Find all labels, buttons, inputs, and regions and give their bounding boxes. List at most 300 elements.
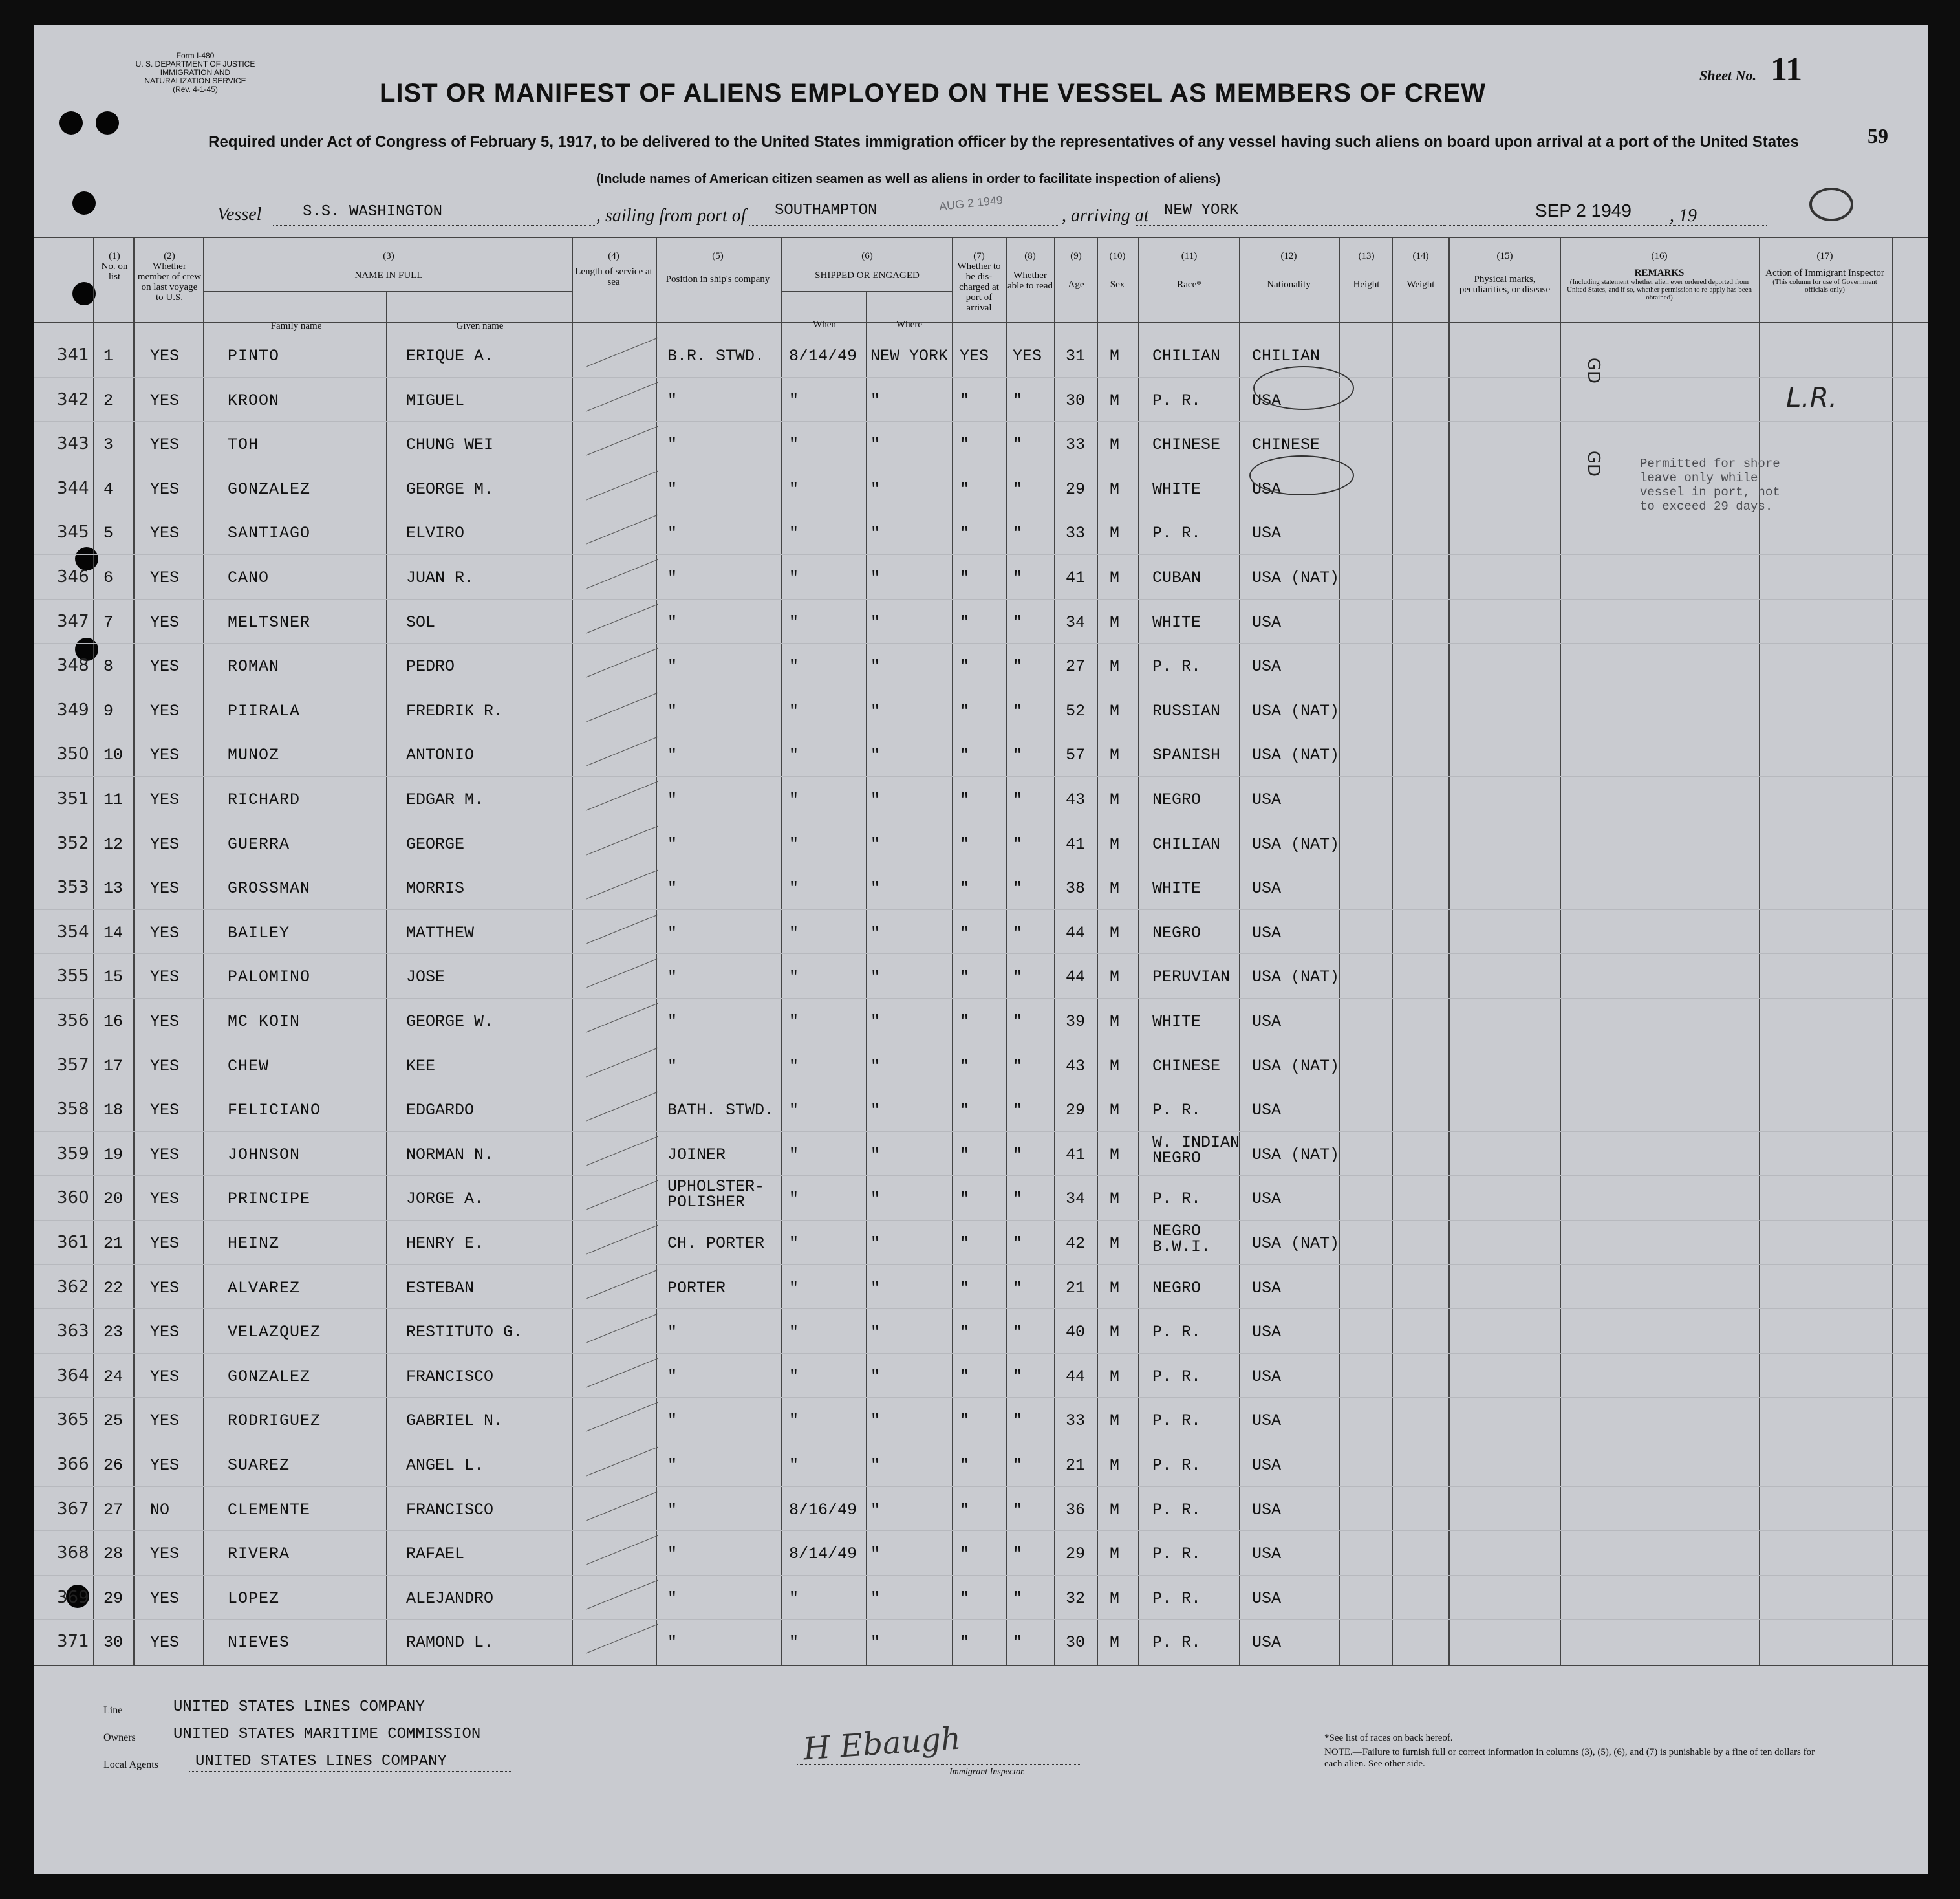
family-name-cell: MC KOIN: [228, 1012, 301, 1031]
row-number-cell: 11: [103, 790, 124, 809]
agents-label: Local Agents: [103, 1759, 158, 1770]
able-to-read-cell: ": [1013, 435, 1023, 455]
age-cell: 41: [1066, 569, 1086, 587]
table-top-border: [34, 237, 1928, 238]
inspector-label: Immigrant Inspector.: [949, 1767, 1026, 1777]
family-name-cell: GUERRA: [228, 834, 290, 854]
nationality-cell: USA: [1252, 1545, 1282, 1564]
service-tick-mark: [586, 603, 658, 633]
revision: (Rev. 4-1-45): [173, 85, 218, 94]
family-name-cell: TOH: [228, 435, 259, 455]
discharged-cell: ": [960, 524, 970, 543]
shipped-when-cell: ": [789, 1456, 799, 1475]
col13-header: (13) Height: [1353, 251, 1380, 290]
last-voyage-cell: YES: [150, 834, 180, 854]
family-name-cell: CLEMENTE: [228, 1500, 311, 1519]
table-row: [34, 1043, 1928, 1087]
last-voyage-cell: YES: [150, 613, 180, 632]
given-name-cell: GEORGE: [406, 834, 465, 854]
nationality-cell: USA (NAT): [1252, 1234, 1340, 1253]
shipped-where-cell: ": [870, 746, 881, 765]
race-cell: CHINESE: [1152, 1056, 1221, 1076]
sequence-number: 349: [57, 700, 89, 720]
age-cell: 44: [1066, 968, 1086, 987]
race-cell: P. R.: [1152, 524, 1201, 543]
given-name-cell: JORGE A.: [406, 1189, 484, 1209]
sequence-number: 361: [57, 1233, 89, 1252]
age-cell: 44: [1066, 1367, 1086, 1386]
last-voyage-cell: YES: [150, 1056, 180, 1076]
age-cell: 30: [1066, 1633, 1086, 1653]
service-tick-mark: [586, 1579, 658, 1609]
sheet-number: 11: [1771, 51, 1803, 88]
sex-cell: M: [1110, 1278, 1120, 1297]
table-row: [34, 1619, 1928, 1664]
race-cell: P. R.: [1152, 1323, 1201, 1342]
sheet-label: Sheet No.: [1699, 67, 1756, 83]
where-header: Where: [896, 320, 922, 330]
family-name-cell: GONZALEZ: [228, 479, 311, 499]
discharged-cell: ": [960, 1633, 970, 1653]
punch-hole: [59, 111, 83, 135]
owners-value: UNITED STATES MARITIME COMMISSION: [173, 1726, 481, 1743]
service-tick-mark: [586, 959, 658, 988]
last-voyage-cell: YES: [150, 968, 180, 987]
shipped-where-cell: ": [870, 391, 881, 410]
row-number-cell: 30: [103, 1633, 124, 1653]
table-row: [34, 1530, 1928, 1575]
sequence-number: 355: [57, 966, 89, 986]
sex-cell: M: [1110, 569, 1120, 587]
position-cell: ": [667, 479, 678, 499]
service-tick-mark: [586, 1447, 658, 1477]
given-name-cell: EDGAR M.: [406, 790, 484, 809]
given-name-cell: KEE: [406, 1056, 436, 1076]
shipped-where-cell: ": [870, 834, 881, 854]
service-tick-mark: [586, 825, 658, 855]
last-voyage-cell: YES: [150, 569, 180, 587]
age-cell: 40: [1066, 1323, 1086, 1342]
form-number: Form I-480: [176, 51, 215, 60]
age-cell: 21: [1066, 1278, 1086, 1297]
position-cell: PORTER: [667, 1278, 726, 1297]
shipped-when-cell: ": [789, 479, 799, 499]
col15-header: (15) Physical marks, peculiarities, or disease: [1459, 251, 1551, 295]
service-tick-mark: [586, 515, 658, 545]
family-name-cell: PALOMINO: [228, 968, 311, 987]
given-name-cell: EDGARDO: [406, 1101, 475, 1120]
agents-field-line: [189, 1771, 512, 1772]
form-id-block: [131, 52, 260, 94]
service-tick-mark: [586, 1180, 658, 1210]
service-tick-mark: [586, 559, 658, 589]
sex-cell: M: [1110, 701, 1120, 721]
given-name-cell: FRANCISCO: [406, 1367, 494, 1386]
manifest-sheet: [34, 25, 1928, 1874]
sex-cell: M: [1110, 746, 1120, 765]
discharged-cell: ": [960, 1278, 970, 1297]
given-name-cell: MIGUEL: [406, 391, 465, 410]
table-row: [34, 688, 1928, 732]
shipped-when-cell: ": [789, 1189, 799, 1209]
table-row: [34, 1397, 1928, 1442]
sequence-number: 360: [57, 1188, 89, 1208]
race-cell: P. R.: [1152, 1189, 1201, 1209]
shipped-when-cell: ": [789, 435, 799, 455]
sequence-number: 342: [57, 389, 89, 409]
sequence-number: 341: [57, 345, 89, 365]
discharged-cell: ": [960, 834, 970, 854]
discharged-cell: ": [960, 968, 970, 987]
shipped-when-cell: ": [789, 1278, 799, 1297]
discharged-cell: ": [960, 479, 970, 499]
last-voyage-cell: YES: [150, 879, 180, 898]
shipped-when-cell: ": [789, 657, 799, 677]
given-name-cell: GEORGE W.: [406, 1012, 494, 1031]
service-tick-mark: [586, 870, 658, 900]
inspector-signature: H Ebaugh: [802, 1720, 962, 1768]
col16-header: (16) REMARKS (Including statement whether alien ever ordered deported from United States, and if so, whether permission to re-apply has been obtained): [1567, 251, 1752, 301]
shipped-when-cell: ": [789, 569, 799, 587]
last-voyage-cell: YES: [150, 1101, 180, 1120]
sex-cell: M: [1110, 923, 1120, 942]
shipped-when-cell: ": [789, 1012, 799, 1031]
given-name-cell: FREDRIK R.: [406, 701, 504, 721]
last-voyage-cell: YES: [150, 435, 180, 455]
shipped-when-cell: ": [789, 391, 799, 410]
shipped-where-cell: ": [870, 701, 881, 721]
shipped-where-cell: ": [870, 1189, 881, 1209]
sex-cell: M: [1110, 968, 1120, 987]
sailing-from: SOUTHAMPTON: [775, 202, 878, 219]
nationality-cell: USA (NAT): [1252, 834, 1340, 854]
shipped-where-cell: ": [870, 1234, 881, 1253]
family-name-cell: RIVERA: [228, 1545, 290, 1564]
vessel-label: Vessel: [217, 204, 262, 224]
age-cell: 43: [1066, 1056, 1086, 1076]
nationality-cell: USA: [1252, 1633, 1282, 1653]
discharged-cell: ": [960, 1056, 970, 1076]
nationality-cell: USA (NAT): [1252, 1056, 1340, 1076]
row-number-cell: 12: [103, 834, 124, 854]
age-cell: 30: [1066, 391, 1086, 410]
family-name-cell: FELICIANO: [228, 1101, 321, 1120]
race-cell: RUSSIAN: [1152, 701, 1221, 721]
last-voyage-cell: NO: [150, 1500, 170, 1519]
family-name-header: Family name: [270, 321, 322, 331]
service-tick-mark: [586, 1003, 658, 1033]
service-tick-mark: [586, 1402, 658, 1432]
discharged-cell: ": [960, 1589, 970, 1608]
arrival-date: SEP 2 1949: [1535, 201, 1632, 221]
sequence-number: 371: [57, 1632, 89, 1652]
service-tick-mark: [586, 692, 658, 722]
able-to-read-cell: ": [1013, 1101, 1023, 1120]
service-tick-mark: [586, 1314, 658, 1343]
race-cell: P. R.: [1152, 1456, 1201, 1475]
family-name-cell: RODRIGUEZ: [228, 1411, 321, 1431]
table-row: [34, 599, 1928, 644]
race-cell: P. R.: [1152, 1545, 1201, 1564]
shipped-when-cell: ": [789, 1101, 799, 1120]
sheet-number-block: [1699, 50, 1802, 89]
sequence-number: 351: [57, 789, 89, 808]
table-row: [34, 998, 1928, 1043]
table-row: [34, 821, 1928, 865]
position-cell: ": [667, 524, 678, 543]
given-name-cell: ANGEL L.: [406, 1456, 484, 1475]
given-name-cell: CHUNG WEI: [406, 435, 494, 455]
sequence-number: 367: [57, 1499, 89, 1519]
given-name-cell: HENRY E.: [406, 1234, 484, 1253]
sequence-number: 365: [57, 1410, 89, 1430]
able-to-read-cell: ": [1013, 1323, 1023, 1342]
sequence-number: 356: [57, 1011, 89, 1030]
row-number-cell: 4: [103, 479, 114, 499]
last-voyage-cell: YES: [150, 1234, 180, 1253]
sex-cell: M: [1110, 613, 1120, 632]
service-tick-mark: [586, 648, 658, 678]
nationality-circle: [1249, 455, 1354, 495]
remark-initials: GD: [1584, 450, 1604, 477]
col2-header: (2) Whether member of crew on last voyage to U.S.: [137, 251, 202, 303]
given-name-cell: ALEJANDRO: [406, 1589, 494, 1608]
discharged-cell: ": [960, 1545, 970, 1564]
nationality-cell: USA: [1252, 524, 1282, 543]
shipped-when-cell: ": [789, 923, 799, 942]
race-cell: P. R.: [1152, 1101, 1201, 1120]
family-name-cell: PRINCIPE: [228, 1189, 311, 1209]
nationality-cell: USA: [1252, 1012, 1282, 1031]
shipped-when-cell: ": [789, 1234, 799, 1253]
row-number-cell: 19: [103, 1145, 124, 1164]
nationality-cell: USA: [1252, 657, 1282, 677]
sequence-number: 368: [57, 1543, 89, 1563]
able-to-read-cell: YES: [1013, 347, 1042, 365]
age-cell: 42: [1066, 1234, 1086, 1253]
discharged-cell: ": [960, 1367, 970, 1386]
sex-cell: M: [1110, 1323, 1120, 1342]
sex-cell: M: [1110, 790, 1120, 809]
col3-header: (3) NAME IN FULL: [354, 251, 423, 281]
given-name-cell: JOSE: [406, 968, 446, 987]
sequence-number: 353: [57, 878, 89, 898]
able-to-read-cell: ": [1013, 524, 1023, 543]
last-voyage-cell: YES: [150, 1278, 180, 1297]
position-cell: ": [667, 701, 678, 721]
position-cell: CH. PORTER: [667, 1234, 765, 1253]
last-voyage-cell: YES: [150, 347, 180, 365]
shipped-where-cell: ": [870, 1323, 881, 1342]
last-voyage-cell: YES: [150, 524, 180, 543]
nationality-cell: USA (NAT): [1252, 1145, 1340, 1164]
shipped-when-cell: ": [789, 968, 799, 987]
age-cell: 29: [1066, 1101, 1086, 1120]
when-header: When: [813, 320, 836, 330]
race-cell: NEGRO: [1152, 1278, 1201, 1297]
shipped-when-cell: ": [789, 1145, 799, 1164]
able-to-read-cell: ": [1013, 968, 1023, 987]
last-voyage-cell: YES: [150, 391, 180, 410]
race-cell: WHITE: [1152, 479, 1201, 499]
race-cell: P. R.: [1152, 657, 1201, 677]
able-to-read-cell: ": [1013, 923, 1023, 942]
service-tick-mark: [586, 1092, 658, 1122]
discharged-cell: ": [960, 613, 970, 632]
shipped-where-cell: ": [870, 1367, 881, 1386]
given-name-cell: GABRIEL N.: [406, 1411, 504, 1431]
last-voyage-cell: YES: [150, 1189, 180, 1209]
shipped-when-cell: 8/14/49: [789, 1545, 857, 1564]
discharged-cell: ": [960, 790, 970, 809]
table-row: [34, 377, 1928, 422]
able-to-read-cell: ": [1013, 790, 1023, 809]
table-row: [34, 1264, 1928, 1309]
shipped-when-cell: ": [789, 879, 799, 898]
race-cell: WHITE: [1152, 1012, 1201, 1031]
family-name-cell: GROSSMAN: [228, 879, 311, 898]
punch-hole: [72, 191, 96, 215]
table-row: [34, 909, 1928, 954]
sex-cell: M: [1110, 1189, 1120, 1209]
shipped-when-cell: ": [789, 1633, 799, 1653]
row-number-cell: 13: [103, 879, 124, 898]
row-number-cell: 27: [103, 1500, 124, 1519]
shipped-where-cell: ": [870, 569, 881, 587]
sequence-number: 354: [57, 922, 89, 942]
row-number-cell: 17: [103, 1056, 124, 1076]
shipped-when-cell: 8/16/49: [789, 1500, 857, 1519]
position-cell: JOINER: [667, 1145, 726, 1164]
nationality-cell: USA: [1252, 1323, 1282, 1342]
discharged-cell: ": [960, 391, 970, 410]
race-cell: P. R.: [1152, 1367, 1201, 1386]
nationality-cell: USA: [1252, 1411, 1282, 1431]
table-row: [34, 510, 1928, 554]
row-number-cell: 29: [103, 1589, 124, 1608]
position-cell: ": [667, 968, 678, 987]
sequence-number: 348: [57, 656, 89, 676]
age-cell: 52: [1066, 701, 1086, 721]
agents-value: UNITED STATES LINES COMPANY: [195, 1753, 447, 1770]
inspector-action-mark: L.R.: [1786, 382, 1838, 413]
last-voyage-cell: YES: [150, 1456, 180, 1475]
given-name-cell: NORMAN N.: [406, 1145, 494, 1164]
sex-cell: M: [1110, 657, 1120, 677]
table-row: [34, 865, 1928, 909]
shipped-subheader-line: [782, 291, 952, 292]
shipped-when-cell: ": [789, 1056, 799, 1076]
race-cell: P. R.: [1152, 1589, 1201, 1608]
shore-leave-remark: Permitted for shore leave only while vessel in port, not to exceed 29 days.: [1640, 457, 1780, 514]
race-cell: NEGRO: [1152, 790, 1201, 809]
table-row: [34, 1353, 1928, 1398]
shipped-where-cell: ": [870, 435, 881, 455]
penalty-note: NOTE.—Failure to furnish full or correct information in columns (3), (5), (6), and (7) is punishable by a fine of ten dollars for each alien. See other side.: [1324, 1747, 1815, 1769]
vessel-field-line: [273, 225, 596, 226]
shipped-when-cell: ": [789, 834, 799, 854]
row-number-cell: 28: [103, 1545, 124, 1564]
family-name-cell: VELAZQUEZ: [228, 1323, 321, 1342]
sex-cell: M: [1110, 1056, 1120, 1076]
sequence-number: 350: [57, 744, 89, 765]
shipped-where-cell: ": [870, 923, 881, 942]
shipped-where-cell: ": [870, 613, 881, 632]
col14-header: (14) Weight: [1406, 251, 1435, 290]
nationality-cell: CHILIAN: [1252, 347, 1320, 365]
col10-header: (10) Sex: [1109, 251, 1126, 290]
discharged-cell: ": [960, 435, 970, 455]
shipped-when-cell: ": [789, 613, 799, 632]
table-row: [34, 1131, 1928, 1176]
nationality-cell: USA: [1252, 923, 1282, 942]
position-cell: ": [667, 1367, 678, 1386]
last-voyage-cell: YES: [150, 657, 180, 677]
sex-cell: M: [1110, 1101, 1120, 1120]
shipped-when-cell: ": [789, 1367, 799, 1386]
service-tick-mark: [586, 737, 658, 766]
race-cell: CHILIAN: [1152, 834, 1221, 854]
nationality-cell: USA: [1252, 391, 1282, 410]
service-tick-mark: [586, 1624, 658, 1654]
row-number-cell: 20: [103, 1189, 124, 1209]
shipped-when-cell: ": [789, 1323, 799, 1342]
punch-hole: [72, 282, 96, 305]
shipped-when-cell: 8/14/49: [789, 347, 857, 365]
discharged-cell: ": [960, 1411, 970, 1431]
row-number-cell: 15: [103, 968, 124, 987]
sex-cell: M: [1110, 1589, 1120, 1608]
sex-cell: M: [1110, 347, 1120, 365]
discharged-cell: YES: [960, 347, 989, 365]
given-name-cell: FRANCISCO: [406, 1500, 494, 1519]
col11-header: (11) Race*: [1177, 251, 1201, 290]
service-tick-mark: [586, 781, 658, 811]
family-name-cell: LOPEZ: [228, 1589, 280, 1608]
race-cell: P. R.: [1152, 391, 1201, 410]
position-cell: ": [667, 391, 678, 410]
nationality-cell: USA: [1252, 1101, 1282, 1120]
discharged-cell: ": [960, 1323, 970, 1342]
shipped-when-cell: ": [789, 746, 799, 765]
family-name-cell: GONZALEZ: [228, 1367, 311, 1386]
family-name-cell: NIEVES: [228, 1633, 290, 1653]
sequence-number: 358: [57, 1100, 89, 1120]
service-tick-mark: [586, 1269, 658, 1299]
received-stamp: AUG 2 1949: [938, 193, 1004, 213]
discharged-cell: ": [960, 701, 970, 721]
shipped-where-cell: ": [870, 1545, 881, 1564]
table-row: [34, 643, 1928, 688]
given-name-cell: RAFAEL: [406, 1545, 465, 1564]
given-name-cell: ELVIRO: [406, 524, 465, 543]
line-label: Line: [103, 1705, 123, 1716]
family-name-cell: ALVAREZ: [228, 1278, 301, 1297]
age-cell: 29: [1066, 1545, 1086, 1564]
given-name-cell: ESTEBAN: [406, 1278, 475, 1297]
sequence-number: 343: [57, 434, 89, 454]
row-number-cell: 10: [103, 746, 124, 765]
able-to-read-cell: ": [1013, 1234, 1023, 1253]
last-voyage-cell: YES: [150, 479, 180, 499]
table-row: [34, 1442, 1928, 1486]
position-cell: B.R. STWD.: [667, 347, 765, 365]
sex-cell: M: [1110, 834, 1120, 854]
sequence-number: 359: [57, 1144, 89, 1164]
sex-cell: M: [1110, 479, 1120, 499]
row-number-cell: 7: [103, 613, 114, 632]
discharged-cell: ": [960, 1189, 970, 1209]
